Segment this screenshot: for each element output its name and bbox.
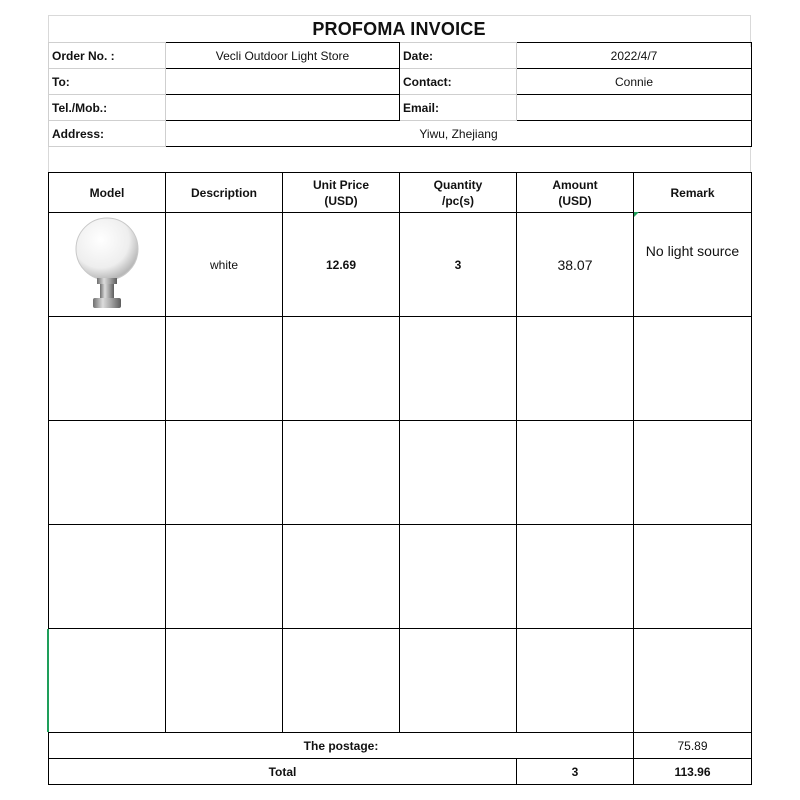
gridline: [48, 146, 49, 173]
date-label: Date:: [400, 43, 517, 69]
empty-cell[interactable]: [283, 317, 400, 421]
order-number-value[interactable]: Vecli Outdoor Light Store: [166, 43, 400, 69]
tel-label: Tel./Mob.:: [49, 95, 166, 121]
to-value[interactable]: [166, 69, 400, 95]
globe-post-lamp-icon: [71, 215, 143, 311]
empty-cell[interactable]: [634, 421, 752, 525]
items-table: [48, 172, 752, 733]
cell-selection-marker: [47, 629, 49, 732]
empty-cell[interactable]: [517, 629, 634, 733]
address-value[interactable]: Yiwu, Zhejiang: [166, 121, 752, 147]
empty-cell[interactable]: [49, 421, 166, 525]
date-value[interactable]: 2022/4/7: [517, 43, 752, 69]
header-remark: Remark: [634, 173, 752, 213]
amount-cell[interactable]: 38.07: [517, 213, 634, 317]
invoice-title: PROFOMA INVOICE: [312, 18, 486, 39]
empty-cell[interactable]: [517, 525, 634, 629]
table-row: [49, 525, 752, 629]
to-label: To:: [49, 69, 166, 95]
empty-cell[interactable]: [634, 629, 752, 733]
table-row: [49, 317, 752, 421]
contact-label: Contact:: [400, 69, 517, 95]
unit-price-cell[interactable]: 12.69: [283, 213, 400, 317]
comment-indicator: [634, 212, 639, 217]
table-row: [49, 421, 752, 525]
postage-row: [49, 733, 752, 759]
description-cell[interactable]: white: [166, 213, 283, 317]
contact-value[interactable]: Connie: [517, 69, 752, 95]
address-label: Address:: [49, 121, 166, 147]
empty-cell[interactable]: [634, 525, 752, 629]
header-description: Description: [166, 173, 283, 213]
empty-cell[interactable]: [400, 629, 517, 733]
quantity-cell[interactable]: 3: [400, 213, 517, 317]
header-amount: Amount (USD): [517, 173, 634, 213]
total-row: [49, 759, 752, 785]
empty-cell[interactable]: [634, 317, 752, 421]
empty-cell[interactable]: [517, 317, 634, 421]
tel-value[interactable]: [166, 95, 400, 121]
empty-cell[interactable]: [400, 525, 517, 629]
info-table: [48, 42, 752, 147]
email-label: Email:: [400, 95, 517, 121]
header-model: Model: [49, 173, 166, 213]
total-label: Total: [49, 759, 517, 785]
empty-cell[interactable]: [166, 421, 283, 525]
empty-cell[interactable]: [49, 525, 166, 629]
email-value[interactable]: [517, 95, 752, 121]
remark-cell[interactable]: No light source: [634, 213, 752, 317]
empty-cell[interactable]: [517, 421, 634, 525]
empty-cell[interactable]: [166, 525, 283, 629]
header-quantity: Quantity /pc(s): [400, 173, 517, 213]
postage-value[interactable]: 75.89: [634, 733, 752, 759]
empty-cell[interactable]: [166, 629, 283, 733]
gridline: [750, 146, 751, 173]
order-number-label: Order No. :: [49, 43, 166, 69]
empty-cell[interactable]: [283, 629, 400, 733]
items-header-row: [49, 173, 752, 213]
empty-cell[interactable]: [49, 317, 166, 421]
empty-cell[interactable]: [400, 421, 517, 525]
totals-table: [48, 732, 752, 785]
empty-cell[interactable]: [49, 629, 166, 733]
table-row: [49, 629, 752, 733]
empty-cell[interactable]: [166, 317, 283, 421]
empty-cell[interactable]: [400, 317, 517, 421]
total-amount[interactable]: 113.96: [634, 759, 752, 785]
total-quantity[interactable]: 3: [517, 759, 634, 785]
empty-cell[interactable]: [283, 525, 400, 629]
table-row: [49, 213, 752, 317]
postage-label: The postage:: [49, 733, 634, 759]
empty-cell[interactable]: [283, 421, 400, 525]
model-cell[interactable]: [49, 213, 166, 317]
header-unit-price: Unit Price (USD): [283, 173, 400, 213]
